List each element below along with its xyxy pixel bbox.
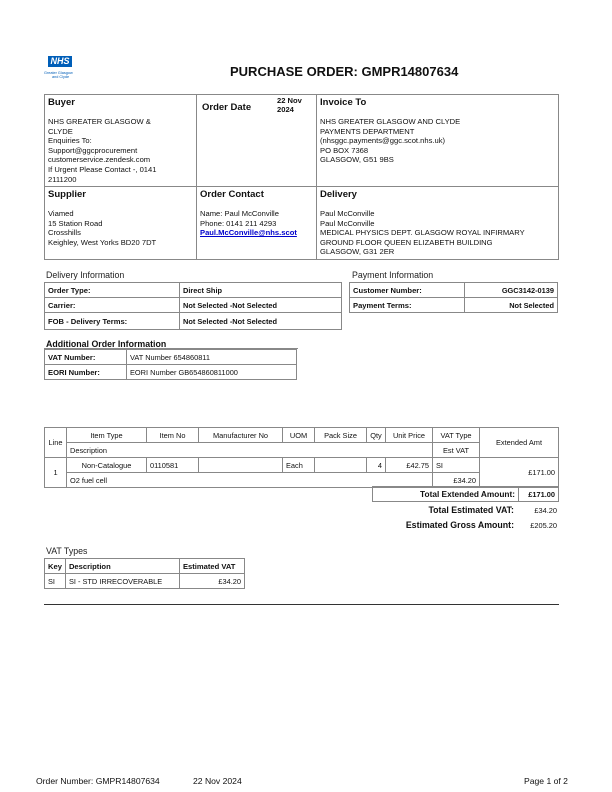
invoice-line: PO BOX 7368: [320, 145, 369, 155]
payment-info-value: Not Selected: [465, 298, 558, 313]
estimated-gross-value: £205.20: [530, 521, 557, 530]
table-header-row: [45, 559, 245, 574]
order-contact-box: [196, 186, 317, 260]
supplier-heading: Supplier: [48, 189, 87, 200]
footer-date: 22 Nov 2024: [193, 776, 242, 786]
invoice-line: NHS GREATER GLASGOW AND CLYDE: [320, 117, 461, 126]
line-manufacturer-no: [199, 458, 283, 473]
table-row: [45, 283, 342, 298]
col-header-qty: Qty: [367, 428, 386, 443]
buyer-line: Support@ggcprocurement: [48, 145, 138, 155]
col-header-pack-size: Pack Size: [315, 428, 367, 443]
vat-key: SI: [45, 574, 66, 589]
col-header-manufacturer-no: Manufacturer No: [199, 428, 283, 443]
total-vat-value: £34.20: [534, 506, 557, 515]
footer-order-number: Order Number: GMPR14807634: [36, 776, 160, 786]
buyer-box: [44, 94, 197, 187]
vat-col-est-vat: Estimated VAT: [179, 559, 244, 574]
additional-info-heading: Additional Order Information: [46, 339, 167, 349]
total-extended-label: Total Extended Amount:: [373, 487, 519, 502]
delivery-box: [316, 186, 559, 260]
total-extended-value: £171.00: [519, 487, 559, 502]
payment-info-heading: Payment Information: [352, 270, 434, 280]
table-row: [45, 350, 297, 365]
payment-info-label: Customer Number:: [350, 283, 465, 298]
line-number: 1: [45, 458, 67, 488]
table-row: [350, 298, 558, 313]
line-extended-amt: £171.00: [480, 458, 559, 488]
additional-info-label: EORI Number:: [45, 365, 127, 380]
delivery-info-heading: Delivery Information: [46, 270, 125, 280]
delivery-line: GROUND FLOOR QUEEN ELIZABETH BUILDING: [320, 237, 493, 247]
invoice-to-heading: Invoice To: [320, 97, 367, 108]
order-date-box: [196, 94, 317, 187]
delivery-info-label: Carrier:: [45, 298, 180, 313]
payment-info-label: Payment Terms:: [350, 298, 465, 313]
order-date-label: Order Date: [202, 102, 252, 113]
delivery-line: MEDICAL PHYSICS DEPT. GLASGOW ROYAL INFIRMARY: [320, 228, 525, 238]
col-header-description: Description: [67, 443, 433, 458]
delivery-info-label: FOB - Delivery Terms:: [45, 313, 180, 330]
col-header-item-no: Item No: [147, 428, 199, 443]
table-row: [45, 313, 342, 330]
line-vat-type: SI: [433, 458, 480, 473]
order-lines-table: [44, 427, 559, 488]
table-row: [45, 365, 297, 380]
invoice-to-box: [316, 94, 559, 187]
col-header-extended-amt: Extended Amt: [480, 428, 559, 458]
buyer-heading: Buyer: [48, 97, 75, 108]
additional-info-label: VAT Number:: [45, 350, 127, 365]
vat-description: SI - STD IRRECOVERABLE: [65, 574, 179, 589]
buyer-line: If Urgent Please Contact -, 0141: [48, 164, 157, 174]
nhs-logo-sub1: Greater Glasgow: [44, 71, 73, 75]
line-item-type: Non-Catalogue: [67, 458, 147, 473]
buyer-line: NHS GREATER GLASGOW &: [48, 117, 151, 126]
delivery-line: Paul McConville: [320, 209, 375, 218]
line-qty: 4: [367, 458, 386, 473]
line-unit-price: £42.75: [386, 458, 433, 473]
table-row: [45, 574, 245, 589]
invoice-line: PAYMENTS DEPARTMENT: [320, 126, 415, 136]
line-item-no: 0110581: [147, 458, 199, 473]
payment-info-table: [349, 282, 558, 313]
nhs-logo-sub2: and Clyde: [52, 75, 70, 79]
footer-page: Page 1 of 2: [524, 776, 568, 786]
line-description: O2 fuel cell: [67, 473, 433, 488]
supplier-box: [44, 186, 197, 260]
nhs-logo-badge: NHS: [48, 56, 72, 67]
contact-email-link[interactable]: Paul.McConville@nhs.scot: [200, 228, 297, 238]
additional-info-value: EORI Number GB654860811000: [127, 365, 297, 380]
payment-info-value: GGC3142-0139: [465, 283, 558, 298]
order-date-value: 2024: [277, 105, 294, 114]
vat-types-table: [44, 558, 245, 589]
col-header-uom: UOM: [283, 428, 315, 443]
buyer-line: Enquiries To:: [48, 136, 92, 146]
page-title: PURCHASE ORDER: GMPR14807634: [230, 64, 459, 79]
col-header-est-vat: Est VAT: [433, 443, 480, 458]
delivery-info-value: Direct Ship: [180, 283, 342, 298]
buyer-line: 2111200: [48, 174, 77, 184]
table-row: [45, 298, 342, 313]
table-header-row: [45, 428, 559, 443]
table-row: [373, 487, 559, 502]
line-pack-size: [315, 458, 367, 473]
vat-types-heading: VAT Types: [46, 546, 88, 556]
delivery-heading: Delivery: [320, 189, 357, 200]
contact-name: Name: Paul McConville: [200, 209, 279, 218]
delivery-info-value: Not Selected -Not Selected: [180, 313, 342, 330]
supplier-line: Keighley, West Yorks BD20 7DT: [48, 237, 157, 247]
supplier-line: 15 Station Road: [48, 218, 103, 228]
nhs-logo: [44, 56, 84, 79]
separator-line: [44, 604, 559, 605]
invoice-line: GLASGOW, G51 9BS: [320, 155, 394, 165]
col-header-unit-price: Unit Price: [386, 428, 433, 443]
order-contact-heading: Order Contact: [200, 189, 264, 200]
delivery-line: Paul McConville: [320, 218, 375, 228]
contact-phone: Phone: 0141 211 4293: [200, 218, 277, 228]
additional-info-table: [44, 349, 297, 380]
vat-col-description: Description: [65, 559, 179, 574]
delivery-info-value: Not Selected -Not Selected: [180, 298, 342, 313]
order-date-value: 22 Nov: [277, 96, 302, 105]
totals-table: [372, 486, 559, 502]
delivery-info-table: [44, 282, 342, 330]
col-header-item-type: Item Type: [67, 428, 147, 443]
line-uom: Each: [283, 458, 315, 473]
delivery-line: GLASGOW, G31 2ER: [320, 247, 395, 257]
supplier-line: Viamed: [48, 209, 74, 218]
delivery-info-label: Order Type:: [45, 283, 180, 298]
table-row: [350, 283, 558, 298]
invoice-line: (nhsggc.payments@ggc.scot.nhs.uk): [320, 136, 446, 146]
col-header-line: Line: [45, 428, 67, 458]
buyer-line: CLYDE: [48, 126, 73, 136]
col-header-vat-type: VAT Type: [433, 428, 480, 443]
vat-col-key: Key: [45, 559, 66, 574]
buyer-line: customerservice.zendesk.com: [48, 155, 151, 165]
estimated-gross-label: Estimated Gross Amount:: [405, 520, 514, 530]
supplier-line: Crosshills: [48, 228, 81, 238]
line-est-vat: £34.20: [433, 473, 480, 488]
table-row: [45, 458, 559, 473]
additional-info-value: VAT Number 654860811: [127, 350, 297, 365]
vat-est-vat: £34.20: [179, 574, 244, 589]
total-vat-label: Total Estimated VAT:: [428, 505, 514, 515]
